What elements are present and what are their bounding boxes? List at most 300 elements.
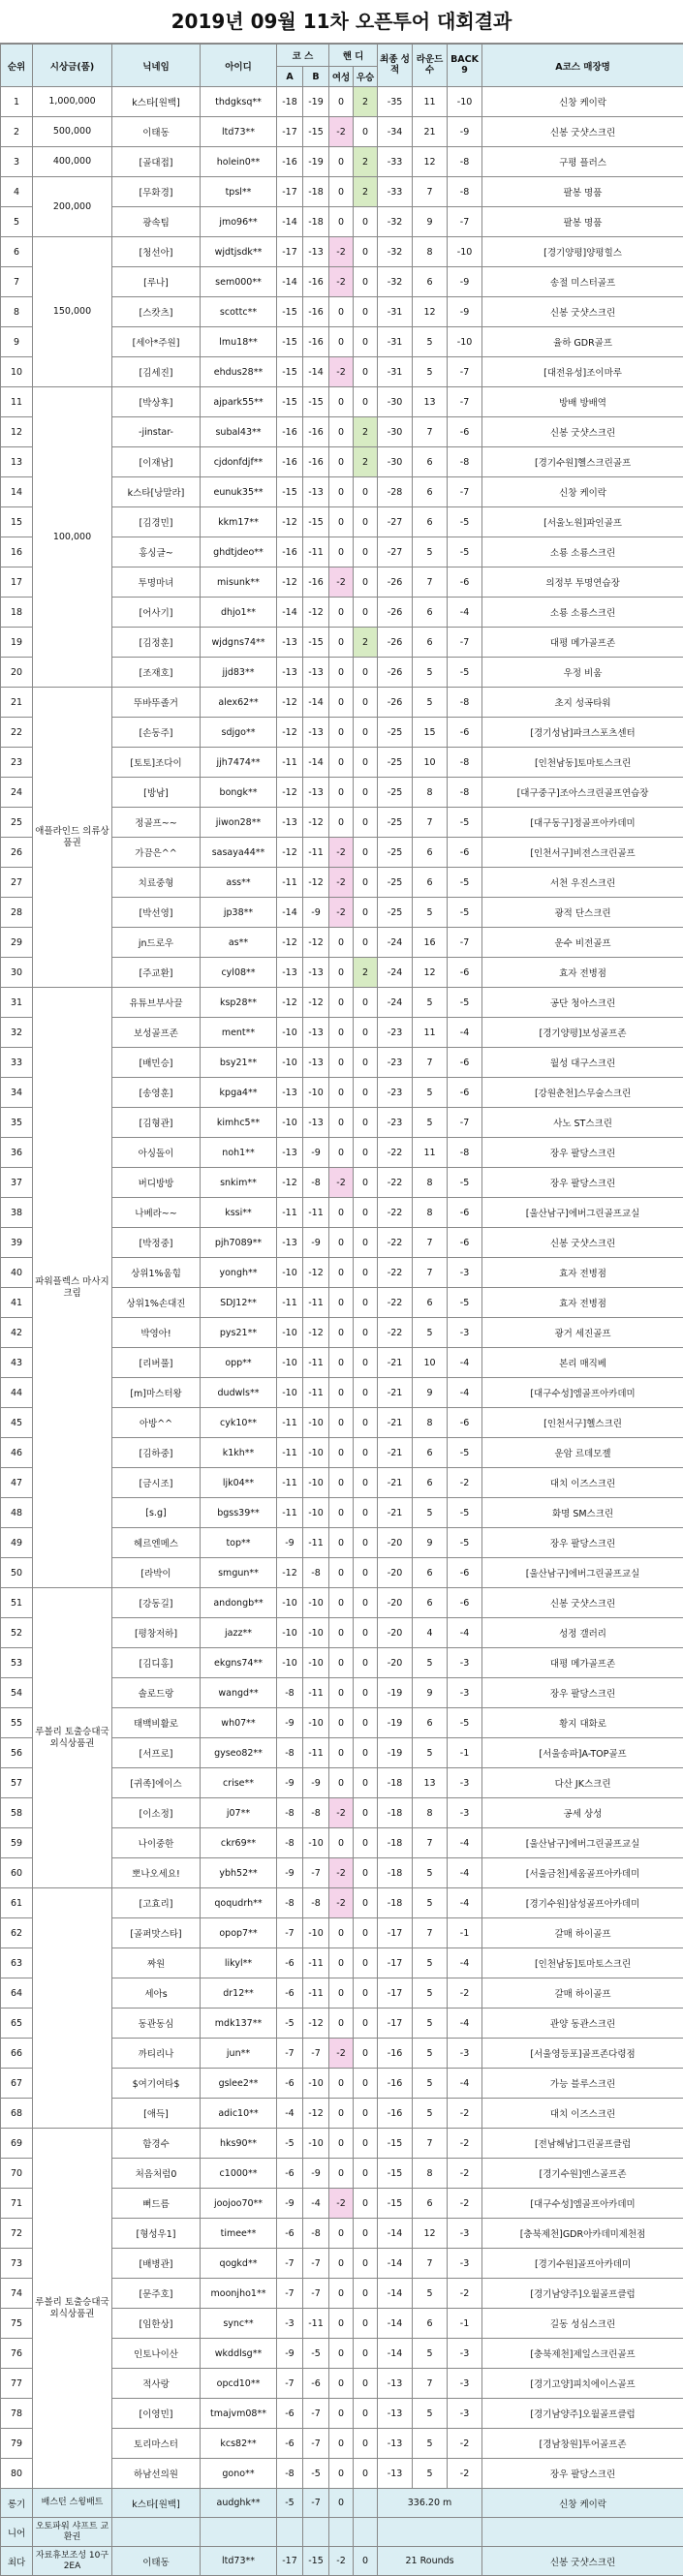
hc-win-cell: 0 [354,1528,378,1558]
venue-cell: [경기남양주]오월골프클럽 [482,2279,683,2309]
final-score-cell: -30 [378,447,413,477]
rounds-cell: 4 [413,1618,448,1648]
rank-cell: 24 [1,778,33,808]
rank-cell: 66 [1,2039,33,2069]
rank-cell: 80 [1,2459,33,2489]
course-a-cell: -15 [277,297,303,327]
rank-cell: 59 [1,1828,33,1858]
rounds-cell: 5 [413,2069,448,2099]
course-a-cell: -13 [277,1228,303,1258]
final-score-cell: -25 [378,838,413,868]
venue-cell: 소룡 소룡스크린 [482,537,683,567]
venue-cell: 장우 팔당스크린 [482,1678,683,1708]
course-b-cell: -12 [303,598,329,628]
userid-cell: hks90** [201,2129,277,2159]
rank-cell: 69 [1,2129,33,2159]
course-a-cell: -13 [277,1078,303,1108]
hc-female-cell: 0 [329,958,354,988]
course-a-cell: -7 [277,1918,303,1948]
final-score-cell: -31 [378,327,413,357]
hc-win-cell: 0 [354,267,378,297]
final-score-cell: -18 [378,1858,413,1888]
hc-win-cell: 0 [354,1468,378,1498]
hc-win-cell: 0 [354,2399,378,2429]
final-score-cell: -28 [378,477,413,507]
rank-cell: 50 [1,1558,33,1588]
course-a-cell: -8 [277,1678,303,1708]
final-score-cell: -25 [378,898,413,928]
userid-cell [201,2518,277,2547]
course-b-cell: -11 [303,1288,329,1318]
rank-cell: 57 [1,1768,33,1798]
hc-female-cell: 0 [329,2429,354,2459]
back9-cell: -3 [448,2219,482,2249]
table-row [1,387,683,417]
course-a-cell: -11 [277,1438,303,1468]
final-score-cell: -13 [378,2459,413,2489]
nickname-cell: [평창저하] [112,1618,201,1648]
back9-cell: -8 [448,147,482,177]
nickname-cell: [조재호] [112,658,201,688]
userid-cell: bsy21** [201,1048,277,1078]
venue-cell: [인천남동]토마토스크린 [482,748,683,778]
rounds-cell: 6 [413,2309,448,2339]
nickname-cell: [배병관] [112,2249,201,2279]
rank-cell: 74 [1,2279,33,2309]
hc-female-cell: 0 [329,2399,354,2429]
course-b-cell: -11 [303,1528,329,1558]
rank-cell: 18 [1,598,33,628]
userid-cell: kkm17** [201,507,277,537]
nickname-cell: [김디홍] [112,1648,201,1678]
userid-cell: pjh7089** [201,1228,277,1258]
nickname-cell: 나이중한 [112,1828,201,1858]
hc-female-cell: 0 [329,1108,354,1138]
venue-cell: [울산남구]에버그린골프교실 [482,1828,683,1858]
rank-cell: 41 [1,1288,33,1318]
course-b-cell: -13 [303,1108,329,1138]
header-hc-female: 여성 [329,67,354,87]
hc-female-cell: 0 [329,207,354,237]
back9-cell: -4 [448,1348,482,1378]
hc-win-cell: 0 [354,1138,378,1168]
rounds-cell: 6 [413,1558,448,1588]
nickname-cell: 솔로드랑 [112,1678,201,1708]
rounds-cell: 6 [413,838,448,868]
course-a-cell: -16 [277,537,303,567]
hc-win-cell: 0 [354,1198,378,1228]
course-b-cell: -10 [303,1588,329,1618]
course-b-cell: -15 [303,387,329,417]
header-course-a: A [277,67,303,87]
nickname-cell: [루나] [112,267,201,297]
venue-cell: [경기수원]헬스크린골프 [482,447,683,477]
hc-female-cell: -2 [329,838,354,868]
course-a-cell: -17 [277,2547,303,2576]
hc-win-cell: 0 [354,1168,378,1198]
back9-cell: -5 [448,1168,482,1198]
course-a-cell: -11 [277,868,303,898]
venue-cell: 길동 성심스크린 [482,2309,683,2339]
rounds-cell: 7 [413,1258,448,1288]
hc-female-cell: 0 [329,2309,354,2339]
hc-win-cell: 2 [354,147,378,177]
course-b-cell: -11 [303,1348,329,1378]
nickname-cell: 광속팀 [112,207,201,237]
rank-cell: 48 [1,1498,33,1528]
final-score-cell: -25 [378,718,413,748]
rank-cell: 30 [1,958,33,988]
course-a-cell: -15 [277,327,303,357]
final-score-cell: -14 [378,2309,413,2339]
hc-female-cell: 0 [329,2489,354,2518]
nickname-cell: [김세진] [112,357,201,387]
rounds-cell: 11 [413,1138,448,1168]
course-a-cell: -14 [277,207,303,237]
venue-cell: [경기양평]보성골프존 [482,1018,683,1048]
rounds-cell: 5 [413,1738,448,1768]
nickname-cell: 상위1%움힘 [112,1258,201,1288]
hc-female-cell: 0 [329,417,354,447]
back9-cell: -7 [448,387,482,417]
venue-cell: 황지 대화로 [482,1708,683,1738]
nickname-cell: 홍싱글~ [112,537,201,567]
course-b-cell: -13 [303,778,329,808]
hc-win-cell: 0 [354,1018,378,1048]
course-b-cell: -4 [303,2189,329,2219]
rounds-cell: 5 [413,327,448,357]
userid-cell: crise** [201,1768,277,1798]
hc-female-cell: 0 [329,387,354,417]
rounds-cell: 6 [413,477,448,507]
rank-cell: 70 [1,2159,33,2189]
rank-cell: 77 [1,2369,33,2399]
hc-female-cell: -2 [329,868,354,898]
hc-win-cell: 0 [354,1768,378,1798]
header-venue: A코스 매장명 [482,45,683,87]
course-a-cell: -10 [277,1378,303,1408]
final-score-cell: -18 [378,1888,413,1918]
userid-cell: qoqudrh** [201,1888,277,1918]
hc-win-cell: 0 [354,2429,378,2459]
back9-cell: -5 [448,1438,482,1468]
final-score-cell: -22 [378,1198,413,1228]
final-score-cell: -20 [378,1558,413,1588]
table-row [1,988,683,1018]
course-a-cell: -4 [277,2099,303,2129]
rounds-cell: 5 [413,1858,448,1888]
nickname-cell: [박정중] [112,1228,201,1258]
back9-cell: -6 [448,1048,482,1078]
rounds-cell: 5 [413,2099,448,2129]
course-b-cell: -7 [303,2429,329,2459]
hc-win-cell: 0 [354,2309,378,2339]
rank-cell: 17 [1,567,33,598]
rounds-cell: 7 [413,2369,448,2399]
back9-cell: -6 [448,417,482,447]
userid-cell: snkim** [201,1168,277,1198]
back9-cell: -5 [448,537,482,567]
course-b-cell: -11 [303,1198,329,1228]
rank-cell: 71 [1,2189,33,2219]
hc-win-cell: 0 [354,2009,378,2039]
back9-cell: -6 [448,1588,482,1618]
userid-cell: noh1** [201,1138,277,1168]
course-b-cell: -16 [303,297,329,327]
venue-cell: [대구수성]엠골프아카데미 [482,2189,683,2219]
rounds-cell: 12 [413,2219,448,2249]
hc-win-cell: 0 [354,1828,378,1858]
userid-cell: andongb** [201,1588,277,1618]
rank-cell: 44 [1,1378,33,1408]
back9-cell: -7 [448,207,482,237]
rank-cell: 72 [1,2219,33,2249]
hc-win-cell: 0 [354,357,378,387]
nickname-cell: [고효리] [112,1888,201,1918]
rounds-cell: 7 [413,177,448,207]
hc-female-cell: 0 [329,537,354,567]
rounds-cell: 8 [413,1798,448,1828]
final-score-cell: -16 [378,2039,413,2069]
nickname-cell: [임한상] [112,2309,201,2339]
course-b-cell: -15 [303,628,329,658]
final-score-cell: -25 [378,778,413,808]
userid-cell: kimhc5** [201,1108,277,1138]
hc-win-cell: 0 [354,748,378,778]
nickname-cell: [김정훈] [112,628,201,658]
nickname-cell: 가끔은^^ [112,838,201,868]
venue-cell: 서천 우진스크린 [482,868,683,898]
course-b-cell: -16 [303,417,329,447]
rank-cell: 49 [1,1528,33,1558]
back9-cell: -10 [448,237,482,267]
rounds-cell: 6 [413,1588,448,1618]
userid-cell: ckr69** [201,1828,277,1858]
final-score-cell: -32 [378,267,413,297]
userid-cell: tpsl** [201,177,277,207]
userid-cell: mdk137** [201,2009,277,2039]
prize-cell: 100,000 [33,387,112,688]
hc-win-cell: 0 [354,1588,378,1618]
hc-female-cell: 0 [329,658,354,688]
rank-cell: 35 [1,1108,33,1138]
hc-female-cell: 0 [329,2219,354,2249]
course-b-cell: -18 [303,177,329,207]
rank-cell: 9 [1,327,33,357]
hc-female-cell: 0 [329,477,354,507]
final-score-cell: -14 [378,2339,413,2369]
hc-female-cell: 0 [329,748,354,778]
final-score-cell: -26 [378,658,413,688]
nickname-cell: 버디방방 [112,1168,201,1198]
nickname-cell: 상위1%손대진 [112,1288,201,1318]
rank-cell: 29 [1,928,33,958]
userid-cell: scottc** [201,297,277,327]
hc-female-cell: 0 [329,1588,354,1618]
hc-win-cell: 2 [354,177,378,207]
rank-cell: 76 [1,2339,33,2369]
rank-cell: 68 [1,2099,33,2129]
rank-cell: 25 [1,808,33,838]
course-b-cell: -12 [303,808,329,838]
course-b-cell: -12 [303,1258,329,1288]
rank-cell: 7 [1,267,33,297]
course-b-cell: -8 [303,1168,329,1198]
final-score-cell: -23 [378,1108,413,1138]
nickname-cell: [골대접] [112,147,201,177]
venue-cell: 공세 상성 [482,1798,683,1828]
back9-cell: -5 [448,1708,482,1738]
hc-win-cell: 0 [354,1978,378,2009]
userid-cell: timee** [201,2219,277,2249]
rounds-cell: 5 [413,1108,448,1138]
nickname-cell: 뚜바뚜졸거 [112,688,201,718]
rank-cell: 1 [1,87,33,117]
course-b-cell: -7 [303,2489,329,2518]
course-b-cell: -5 [303,2339,329,2369]
userid-cell: gyseo82** [201,1738,277,1768]
final-score-cell: -32 [378,237,413,267]
final-score-cell: -23 [378,1018,413,1048]
hc-win-cell: 0 [354,898,378,928]
rounds-cell: 6 [413,2189,448,2219]
nickname-cell: 처음처럼0 [112,2159,201,2189]
course-b-cell: -12 [303,928,329,958]
course-a-cell: -10 [277,1588,303,1618]
rounds-cell: 5 [413,988,448,1018]
nickname-cell: [주교환] [112,958,201,988]
final-score-cell: -18 [378,1768,413,1798]
hc-win-cell: 0 [354,2547,378,2576]
nickname-cell: [스캇츠] [112,297,201,327]
rounds-cell: 5 [413,2039,448,2069]
award-label-cell: 롱기 [1,2489,33,2518]
userid-cell: sasaya44** [201,838,277,868]
nickname-cell: 이태동 [112,117,201,147]
rounds-cell: 5 [413,658,448,688]
final-score-cell: -22 [378,1138,413,1168]
hc-female-cell: 0 [329,1078,354,1108]
final-score-cell: -25 [378,868,413,898]
venue-cell: 신봉 굿샷스크린 [482,117,683,147]
userid-cell: jjh7474** [201,748,277,778]
hc-female-cell: -2 [329,898,354,928]
userid-cell: jiwon28** [201,808,277,838]
venue-cell: 갈매 하이골프 [482,1978,683,2009]
userid-cell: gono** [201,2459,277,2489]
results-table [0,44,683,2576]
back9-cell: -4 [448,1828,482,1858]
back9-cell: -4 [448,2009,482,2039]
course-b-cell: -7 [303,2249,329,2279]
course-b-cell: -8 [303,2219,329,2249]
prize-cell: 루볼리 토출승대국 외식상품권 [33,1588,112,1888]
rounds-cell: 9 [413,1678,448,1708]
course-a-cell: -5 [277,2489,303,2518]
hc-female-cell: -2 [329,2547,354,2576]
back9-cell: -2 [448,1978,482,2009]
rank-cell: 58 [1,1798,33,1828]
back9-cell: -10 [448,327,482,357]
rounds-cell: 6 [413,447,448,477]
venue-cell: [충북제천]GDR아카데미제천점 [482,2219,683,2249]
venue-cell: 운암 르데모젤 [482,1438,683,1468]
course-a-cell [277,2518,303,2547]
hc-win-cell: 0 [354,1708,378,1738]
hc-female-cell [329,2518,354,2547]
rank-cell: 21 [1,688,33,718]
prize-cell: 150,000 [33,237,112,387]
venue-cell: [강원춘천]스무술스크린 [482,1078,683,1108]
rank-cell: 54 [1,1678,33,1708]
course-a-cell: -15 [277,477,303,507]
venue-cell: 방배 방배역 [482,387,683,417]
hc-win-cell: 0 [354,1378,378,1408]
course-a-cell: -17 [277,117,303,147]
course-a-cell: -12 [277,928,303,958]
hc-female-cell: 0 [329,1738,354,1768]
back9-cell: -1 [448,1918,482,1948]
final-score-cell: -20 [378,1648,413,1678]
hc-win-cell: 0 [354,567,378,598]
rounds-cell: 11 [413,1018,448,1048]
venue-cell: [서울송파]A-TOP골프 [482,1738,683,1768]
userid-cell: cyl08** [201,958,277,988]
rank-cell: 39 [1,1228,33,1258]
course-a-cell: -17 [277,237,303,267]
venue-cell: [인천서구]헬스크린 [482,1408,683,1438]
nickname-cell: [무화경] [112,177,201,207]
hc-female-cell: 0 [329,1018,354,1048]
nickname-cell: 적사랑 [112,2369,201,2399]
course-b-cell: -16 [303,267,329,297]
final-score-cell: -25 [378,748,413,778]
course-a-cell: -13 [277,658,303,688]
userid-cell: kpga4** [201,1078,277,1108]
userid-cell: gslee2** [201,2069,277,2099]
venue-cell: [울산남구]에버그린골프교실 [482,1558,683,1588]
rank-cell: 5 [1,207,33,237]
course-b-cell: -10 [303,1078,329,1108]
course-b-cell: -12 [303,868,329,898]
hc-female-cell: 0 [329,1528,354,1558]
rank-cell: 40 [1,1258,33,1288]
hc-female-cell: -2 [329,567,354,598]
hc-female-cell: -2 [329,357,354,387]
course-a-cell: -12 [277,1168,303,1198]
hc-win-cell: 0 [354,658,378,688]
rounds-cell: 5 [413,2339,448,2369]
userid-cell: thdgksq** [201,87,277,117]
course-b-cell: -12 [303,988,329,1018]
nickname-cell: 보성골프존 [112,1018,201,1048]
hc-win-cell: 0 [354,2339,378,2369]
userid-cell: yongh** [201,1258,277,1288]
course-a-cell: -12 [277,778,303,808]
hc-female-cell: 0 [329,1318,354,1348]
venue-cell: 공단 청아스크린 [482,988,683,1018]
hc-female-cell: 0 [329,447,354,477]
nickname-cell: 정골프~~ [112,808,201,838]
hc-female-cell: 0 [329,327,354,357]
course-b-cell: -7 [303,2279,329,2309]
course-b-cell: -8 [303,1558,329,1588]
hc-female-cell: 0 [329,2369,354,2399]
course-b-cell: -11 [303,2309,329,2339]
hc-female-cell: 0 [329,1138,354,1168]
hc-win-cell: 0 [354,2039,378,2069]
back9-cell: -8 [448,778,482,808]
